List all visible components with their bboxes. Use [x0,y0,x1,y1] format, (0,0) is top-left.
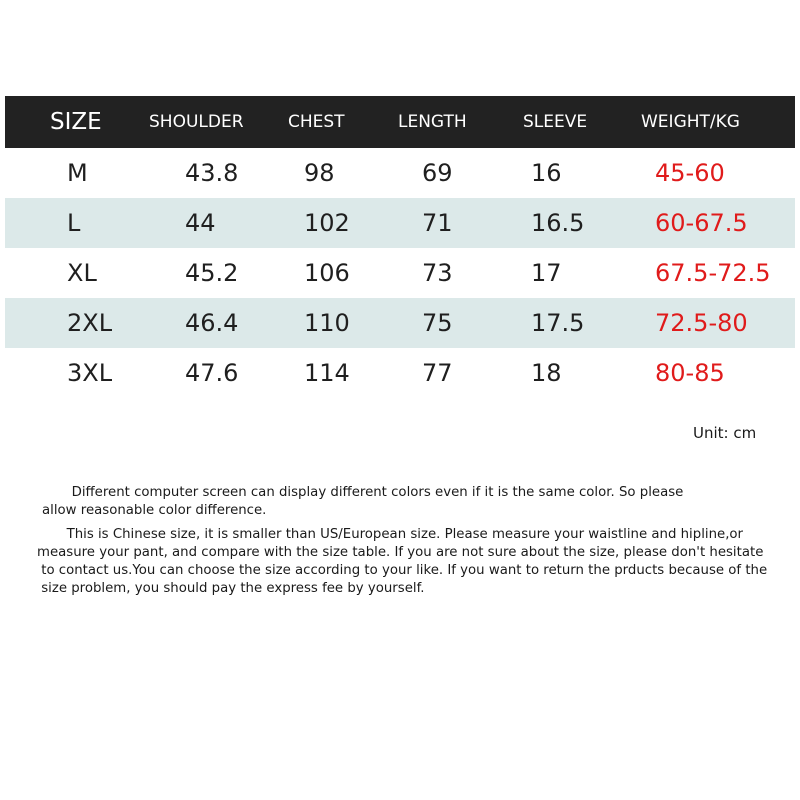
cell-shoulder: 44 [185,209,216,237]
table-row [5,298,795,348]
color-note-line: Different computer screen can display different colors even if it is the same color. So please [42,485,684,500]
cell-length: 73 [422,259,453,287]
size-note [37,526,767,598]
size-note-line: size problem, you should pay the express fee by yourself. [37,581,425,596]
size-note-line: to contact us.You can choose the size according to your like. If you want to return the prducts because of the [37,563,768,578]
cell-chest: 110 [304,309,350,337]
size-note-line: measure your pant, and compare with the size table. If you are not sure about the size, please don't hesitate [37,545,764,560]
cell-weight: 60-67.5 [655,209,748,237]
size-note-line: This is Chinese size, it is smaller than US/European size. Please measure your waistline and hipline,or [37,527,744,542]
header-sleeve: SLEEVE [523,112,588,132]
cell-sleeve: 18 [531,359,562,387]
table-row [5,198,795,248]
table-row [5,348,795,398]
header-chest: CHEST [288,112,345,132]
cell-weight: 45-60 [655,159,725,187]
header-weight: WEIGHT/KG [641,112,740,132]
cell-sleeve: 17.5 [531,309,585,337]
cell-shoulder: 43.8 [185,159,239,187]
unit-label: Unit: cm [693,424,757,442]
cell-length: 69 [422,159,453,187]
cell-sleeve: 17 [531,259,562,287]
cell-size: XL [67,259,97,287]
cell-weight: 80-85 [655,359,725,387]
table-row [5,148,795,198]
cell-shoulder: 47.6 [185,359,239,387]
cell-length: 71 [422,209,453,237]
color-note-line: allow reasonable color difference. [42,503,267,518]
cell-sleeve: 16 [531,159,562,187]
size-table [5,96,795,398]
cell-shoulder: 46.4 [185,309,239,337]
cell-size: L [67,209,81,237]
header-length: LENGTH [398,112,467,132]
header-size: SIZE [50,109,102,135]
cell-length: 75 [422,309,453,337]
cell-chest: 102 [304,209,350,237]
table-header [5,96,795,148]
cell-chest: 106 [304,259,350,287]
table-row [5,248,795,298]
cell-sleeve: 16.5 [531,209,585,237]
color-note [42,484,683,520]
cell-chest: 98 [304,159,335,187]
cell-length: 77 [422,359,453,387]
cell-chest: 114 [304,359,350,387]
cell-shoulder: 45.2 [185,259,239,287]
cell-size: 3XL [67,359,113,387]
cell-weight: 72.5-80 [655,309,748,337]
cell-size: M [67,159,88,187]
header-shoulder: SHOULDER [149,112,244,132]
cell-weight: 67.5-72.5 [655,259,771,287]
cell-size: 2XL [67,309,113,337]
